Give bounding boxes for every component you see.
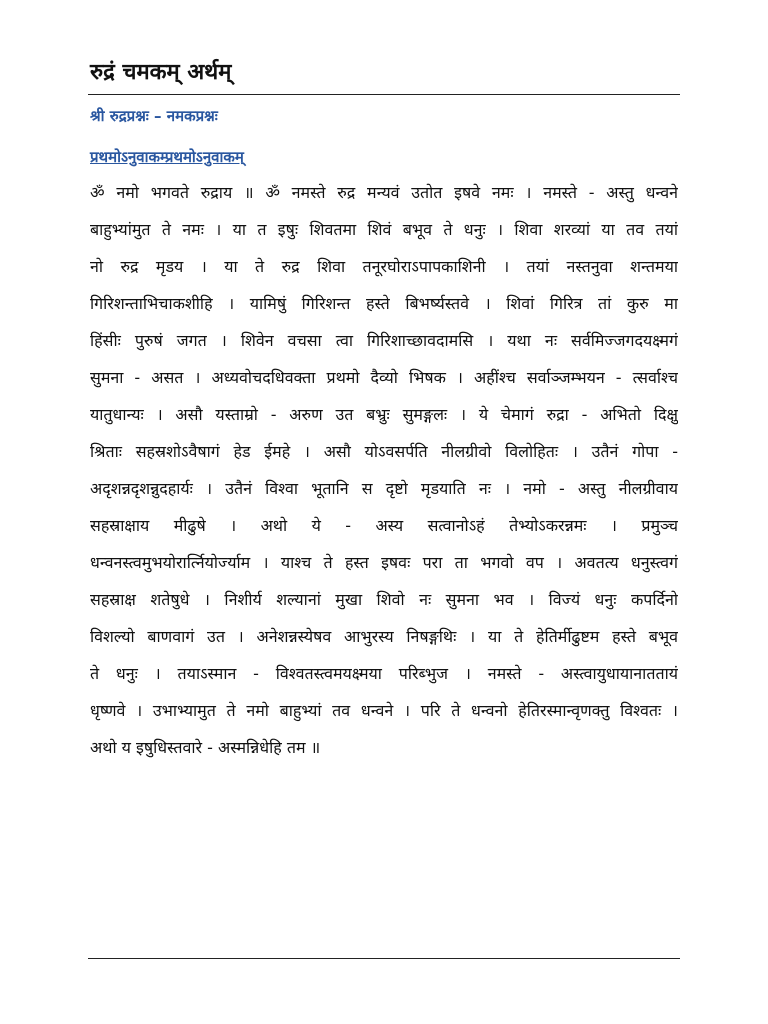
verse-line: नो रुद्र मृडय । या ते रुद्र शिवा तनूरघोराऽपापकाशिनी । तयां नस्तनुवा शन्तमया bbox=[90, 257, 678, 276]
document-page bbox=[88, 0, 680, 1024]
verse-line: श्रिताः सहस्रशोऽवैषागं हेड ईमहे । असौ योऽवसर्पति नीलग्रीवो विलोहितः । उतैनं गोपा - bbox=[90, 442, 678, 461]
verse-line: ते धनुः । तयाऽस्मान - विश्वतस्त्वमयक्ष्मया परिब्भुज । नमस्ते - अस्त्वायुधायानाततायं bbox=[90, 664, 678, 683]
verse-line: सहस्राक्षाय मीढुषे । अथो ये - अस्य सत्वानोऽहं तेभ्योऽकरन्नमः । प्रमुञ्च bbox=[90, 516, 678, 535]
verse-line: सुमना - असत । अध्यवोचदधिवक्ता प्रथमो दैव्यो भिषक । अहींश्च सर्वाञ्जम्भयन - त्सर्वाश्च bbox=[90, 368, 678, 387]
footer-divider bbox=[88, 958, 680, 959]
verse-line: हिंसीः पुरुषं जगत । शिवेन वचसा त्वा गिरिशाच्छावदामसि । यथा नः सर्वमिज्जगदयक्ष्मगं bbox=[90, 331, 678, 350]
verse-line: बाहुभ्यांमुत ते नमः । या त इषुः शिवतमा शिवं बभूव ते धनुः । शिवा शरव्यां या तव तयां bbox=[90, 220, 678, 239]
title-divider bbox=[88, 94, 680, 95]
verse-line: विशल्यो बाणवागं उत । अनेशन्नस्येषव आभुरस्य निषङ्गथिः । या ते हेतिर्मीढुष्टम हस्ते बभूव bbox=[90, 627, 678, 646]
subsection-heading: प्रथमोऽनुवाकम्प्रथमोऽनुवाकम् bbox=[90, 148, 244, 166]
verse-line: गिरिशन्ताभिचाकशीहि । यामिषुं गिरिशन्त हस्ते बिभर्ष्यस्तवे । शिवां गिरित्र तां कुरु मा bbox=[90, 294, 678, 313]
verse-line: अदृशन्नदृशन्नुदहार्यः । उतैनं विश्वा भूतानि स दृष्टो मृडयाति नः । नमो - अस्तु नीलग्रीवाय bbox=[90, 479, 678, 498]
verse-body bbox=[90, 174, 678, 766]
section-heading: श्री रुद्रप्रश्नः – नमकप्रश्नः bbox=[90, 107, 218, 125]
document-title: रुद्रं चमकम् अर्थम् bbox=[90, 60, 232, 85]
verse-line: अथो य इषुधिस्तवारे - अस्मन्निधेहि तम ॥ bbox=[90, 738, 321, 757]
verse-line: धृष्णवे । उभाभ्यामुत ते नमो बाहुभ्यां तव धन्वने । परि ते धन्वनो हेतिरस्मान्वृणक्तु विश्वतः । bbox=[90, 701, 678, 720]
verse-line: धन्वनस्त्वमुभयोरार्त्नियोर्ज्याम । याश्च ते हस्त इषवः परा ता भगवो वप । अवतत्य धनुस्त्वगं bbox=[90, 553, 678, 572]
verse-line: सहस्राक्ष शतेषुधे । निशीर्य शल्यानां मुखा शिवो नः सुमना भव । विज्यं धनुः कपर्दिनो bbox=[90, 590, 678, 609]
verse-line: यातुधान्यः । असौ यस्ताम्रो - अरुण उत बभ्रुः सुमङ्गलः । ये चेमागं रुद्रा - अभितो दिक्षु bbox=[90, 405, 678, 424]
verse-line: ॐ नमो भगवते रुद्राय ॥ ॐ नमस्ते रुद्र मन्यवं उतोत इषवे नमः । नमस्ते - अस्तु धन्वने bbox=[90, 183, 678, 202]
